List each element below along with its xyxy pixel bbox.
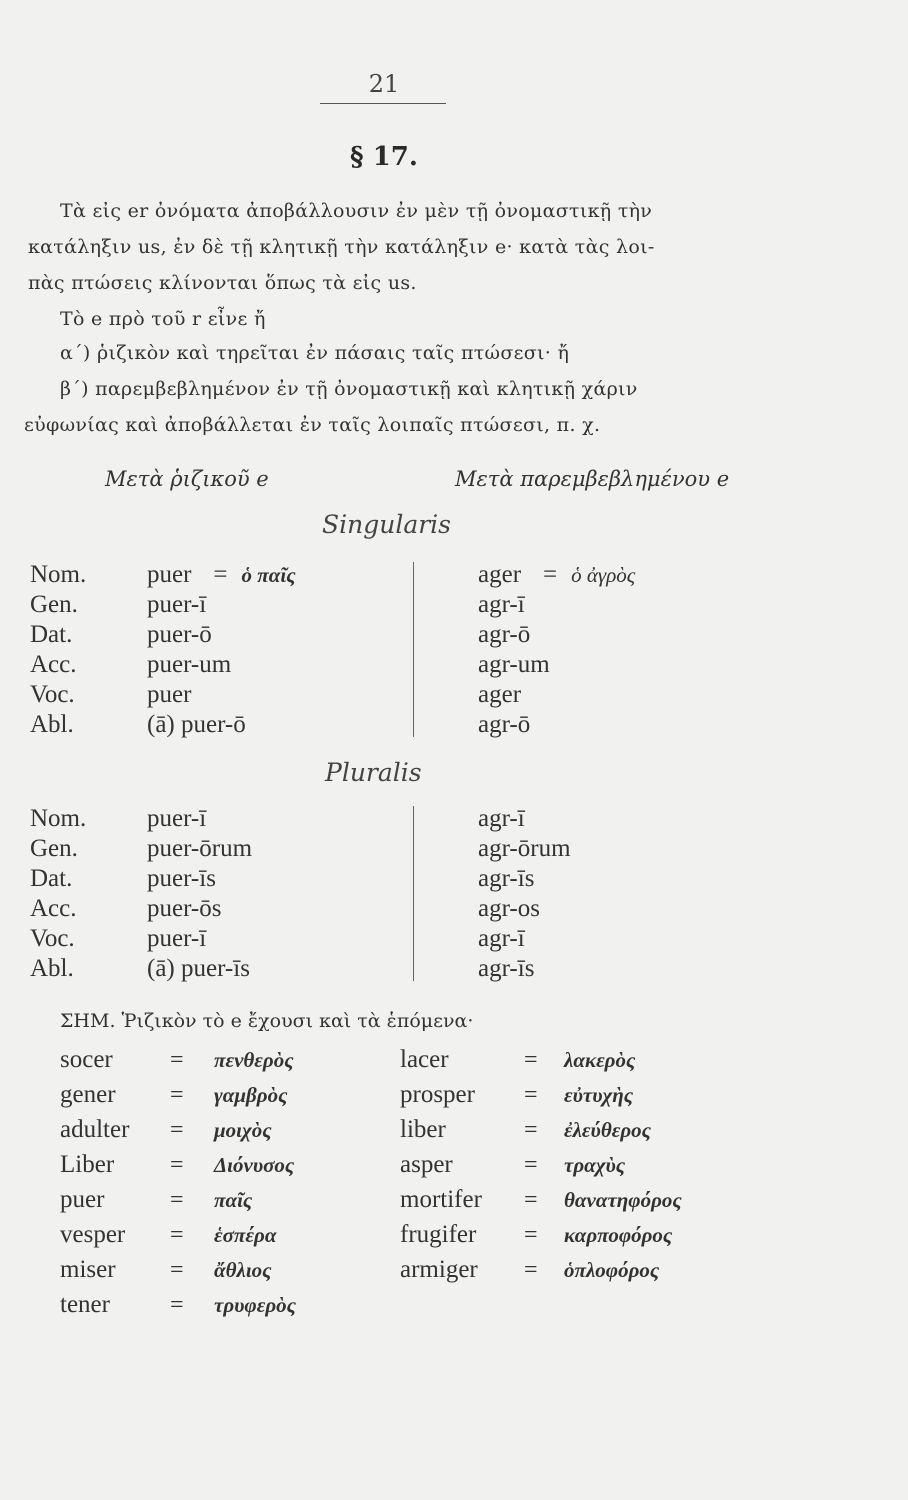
ager-form: agr-ī <box>478 805 525 832</box>
vocab-row: liber = ἐλεύθερος <box>400 1116 652 1143</box>
ager-form: agr-ī <box>478 925 525 952</box>
vocab-row: adulter = μοιχὸς <box>60 1116 272 1143</box>
vocab-row: lacer = λακερὸς <box>400 1046 636 1073</box>
paragraph-line: β΄) παρεμβεβλημένον ἐν τῇ ὀνομαστικῇ καὶ κλητικῇ χάριν <box>60 378 638 400</box>
ager-form: ager <box>478 681 522 708</box>
case-label: Gen. <box>30 835 78 862</box>
singular-puer-column <box>147 560 296 740</box>
paragraph-line: α΄) ῥιζικὸν καὶ τηρεῖται ἐν πάσαις ταῖς πτώσεσι· ἤ <box>60 342 570 364</box>
singular-ager-column <box>478 560 635 740</box>
puer-form: puer <box>147 681 192 708</box>
paragraph-line: Τὸ e πρὸ τοῦ r εἶνε ἤ <box>60 308 266 330</box>
ager-form: ager = ὁ ἀγρὸς <box>478 561 636 588</box>
case-label: Abl. <box>30 711 74 738</box>
header-inserted-e: Μετὰ παρεμβεβλημένου e <box>455 467 730 491</box>
paragraph-line: πὰς πτώσεις κλίνονται ὅπως τὰ εἰς us. <box>28 272 417 294</box>
plural-case-column <box>30 804 86 984</box>
vocab-row: socer = πενθερὸς <box>60 1046 294 1073</box>
page-number-rule <box>320 103 446 104</box>
vocab-row: Liber = Διόνυσος <box>60 1151 295 1178</box>
ager-form: agr-īs <box>478 865 535 892</box>
case-label: Voc. <box>30 925 75 952</box>
puer-form: puer-um <box>147 651 232 678</box>
vocab-right-list <box>400 1046 682 1291</box>
vocab-row: asper = τραχὺς <box>400 1151 626 1178</box>
plural-ager-column <box>478 804 571 984</box>
puer-form: (ā) puer-ō <box>147 711 246 738</box>
vocab-row: mortifer = θανατηφόρος <box>400 1186 682 1213</box>
plural-puer-column <box>147 804 252 984</box>
puer-form: puer-īs <box>147 865 216 892</box>
singular-label: Singularis <box>322 510 452 539</box>
vocab-row: prosper = εὐτυχὴς <box>400 1081 634 1108</box>
ager-form: agr-ō <box>478 711 531 738</box>
ager-form: agr-um <box>478 651 550 678</box>
ager-form: agr-ō <box>478 621 531 648</box>
puer-form: puer-ōrum <box>147 835 253 862</box>
vocab-row: gener = γαμβρὸς <box>60 1081 288 1108</box>
ager-form: agr-ōrum <box>478 835 571 862</box>
paragraph-line: εὐφωνίας καὶ ἀποβάλλεται ἐν ταῖς λοιπαῖς πτώσεσι, π. χ. <box>24 414 601 436</box>
puer-form: (ā) puer-īs <box>147 955 250 982</box>
plural-label: Pluralis <box>325 758 422 787</box>
header-radical-e: Μετὰ ῥιζικοῦ e <box>105 467 269 491</box>
section-heading: § 17. <box>350 142 418 172</box>
vocab-row: miser = ἄθλιος <box>60 1256 272 1283</box>
case-label: Abl. <box>30 955 74 982</box>
vocab-left-list <box>60 1046 296 1326</box>
case-label: Gen. <box>30 591 78 618</box>
ager-form: agr-os <box>478 895 540 922</box>
case-label: Dat. <box>30 865 73 892</box>
paragraph-line: κατάληξιν us, ἐν δὲ τῇ κλητικῇ τὴν κατάληξιν e· κατὰ τὰς λοι- <box>28 236 655 258</box>
ager-form: agr-īs <box>478 955 535 982</box>
vocab-row: frugifer = καρποφόρος <box>400 1221 673 1248</box>
paragraph-line: Τὰ εἰς er ὀνόματα ἀποβάλλουσιν ἐν μὲν τῇ ὀνομαστικῇ τὴν <box>60 200 653 222</box>
case-label: Dat. <box>30 621 73 648</box>
plural-divider <box>413 806 414 981</box>
vocab-row: armiger = ὁπλοφόρος <box>400 1256 660 1283</box>
puer-form: puer-ī <box>147 805 207 832</box>
singular-case-column <box>30 560 86 740</box>
case-label: Nom. <box>30 805 87 832</box>
vocab-row: vesper = ἑσπέρα <box>60 1221 277 1248</box>
page-number: 21 <box>368 70 400 98</box>
case-label: Voc. <box>30 681 75 708</box>
case-label: Acc. <box>30 651 77 678</box>
ager-form: agr-ī <box>478 591 525 618</box>
vocab-row: puer = παῖς <box>60 1186 253 1213</box>
case-label: Acc. <box>30 895 77 922</box>
puer-form: puer = ὁ παῖς <box>147 561 296 588</box>
puer-form: puer-ōs <box>147 895 222 922</box>
puer-form: puer-ō <box>147 621 212 648</box>
singular-divider <box>413 562 414 737</box>
puer-form: puer-ī <box>147 925 207 952</box>
puer-form: puer-ī <box>147 591 207 618</box>
vocab-row: tener = τρυφερὸς <box>60 1291 297 1318</box>
case-label: Nom. <box>30 561 87 588</box>
note-line: ΣΗΜ. Ῥιζικὸν τὸ e ἔχουσι καὶ τὰ ἑπόμενα· <box>60 1010 474 1032</box>
